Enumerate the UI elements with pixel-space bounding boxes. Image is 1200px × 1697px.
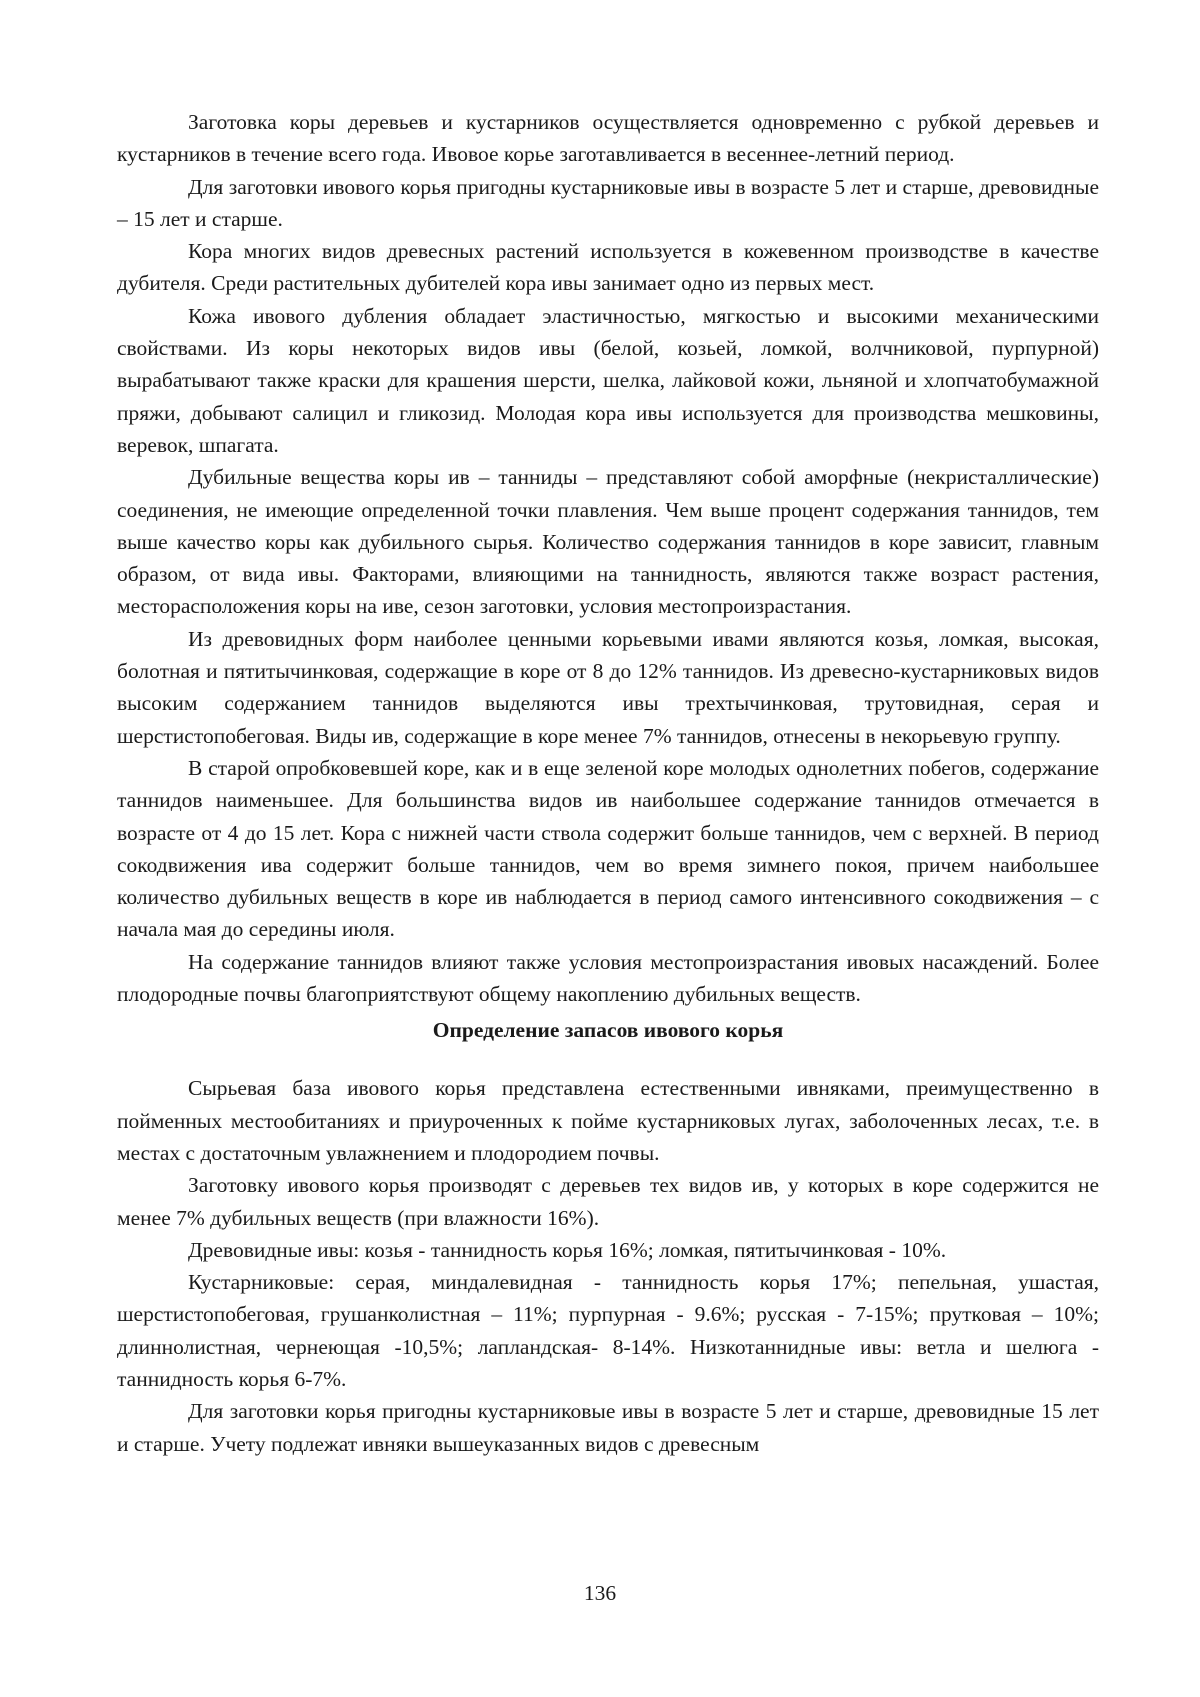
- paragraph: Заготовку ивового корья производят с деревьев тех видов ив, у которых в коре содержится не менее 7% дубильных веществ (при влажности 16%).: [117, 1173, 1099, 1230]
- paragraph: Кожа ивового дубления обладает эластичностью, мягкостью и высокими механическими свойствами. Из коры некоторых видов ивы (белой, козьей, ломкой, волчниковой, пурпурной) вырабатывают также краски для крашения шерсти, шелка, лайковой кожи, льняной и хлопчатобумажной пряжи, добывают салицил и гликозид. Молодая кора ивы используется для производства мешковины, веревок, шпагата.: [117, 303, 1099, 457]
- page-number: 136: [583, 1581, 617, 1605]
- paragraph: Для заготовки ивового корья пригодны кустарниковые ивы в возрасте 5 лет и старше, древовидные – 15 лет и старше.: [117, 174, 1099, 231]
- paragraph: Сырьевая база ивового корья представлена естественными ивняками, преимущественно в пойменных местообитаниях и приуроченных к пойме кустарниковых лугах, заболоченных лесах, т.е. в местах с достаточным увлажнением и плодородием почвы.: [117, 1076, 1099, 1165]
- paragraph: Кора многих видов древесных растений используется в кожевенном производстве в качестве дубителя. Среди растительных дубителей кора ивы занимает одно из первых мест.: [117, 239, 1099, 296]
- section-heading: Определение запасов ивового корья: [432, 1018, 784, 1043]
- paragraph: Кустарниковые: серая, миндалевидная - таннидность корья 17%; пепельная, ушастая, шерстистопобеговая, грушанколистная – 11%; пурпурная - 9.6%; русская - 7-15%; прутковая – 10%; длиннолистная, чернеющая -10,5%; лапландская- 8-14%. Низкотаннидные ивы: ветла и шелюга - таннидность корья 6-7%.: [117, 1270, 1099, 1391]
- paragraph: В старой опробковевшей коре, как и в еще зеленой коре молодых однолетних побегов, содержание таннидов наименьшее. Для большинства видов ив наибольшее содержание таннидов отмечается в возрасте от 4 до 15 лет. Кора с нижней части ствола содержит больше таннидов, чем с верхней. В период сокодвижения ива содержит больше таннидов, чем во время зимнего покоя, причем наибольшее количество дубильных веществ в коре ив наблюдается в период самого интенсивного сокодвижения – с начала мая до середины июля.: [117, 755, 1099, 942]
- page-body: [117, 106, 1099, 1460]
- paragraph: Древовидные ивы: козья - таннидность корья 16%; ломкая, пятитычинковая - 10%.: [188, 1237, 947, 1262]
- paragraph: Для заготовки корья пригодны кустарниковые ивы в возрасте 5 лет и старше, древовидные 15 лет и старше. Учету подлежат ивняки вышеуказанных видов с древесным: [117, 1399, 1099, 1456]
- paragraph: На содержание таннидов влияют также условия местопроизрастания ивовых насаждений. Более плодородные почвы благоприятствуют общему накоплению дубильных веществ.: [117, 949, 1099, 1007]
- paragraph: Заготовка коры деревьев и кустарников осуществляется одновременно с рубкой деревьев и кустарников в течение всего года. Ивовое корье заготавливается в весеннее-летний период.: [117, 110, 1099, 167]
- paragraph: Из древовидных форм наиболее ценными корьевыми ивами являются козья, ломкая, высокая, болотная и пятитычинковая, содержащие в коре от 8 до 12% таннидов. Из древесно-кустарниковых видов высоким содержанием таннидов выделяются ивы трехтычинковая, трутовидная, серая и шерстистопобеговая. Виды ив, содержащие в коре менее 7% таннидов, отнесены в некорьевую группу.: [117, 626, 1099, 748]
- paragraph: Дубильные вещества коры ив – танниды – представляют собой аморфные (некристаллические) соединения, не имеющие определенной точки плавления. Чем выше процент содержания таннидов, тем выше качество коры как дубильного сырья. Количество содержания таннидов в коре зависит, главным образом, от вида ивы. Факторами, влияющими на таннидность, являются также возраст растения, месторасположения коры на иве, сезон заготовки, условия местопроизрастания.: [117, 465, 1099, 619]
